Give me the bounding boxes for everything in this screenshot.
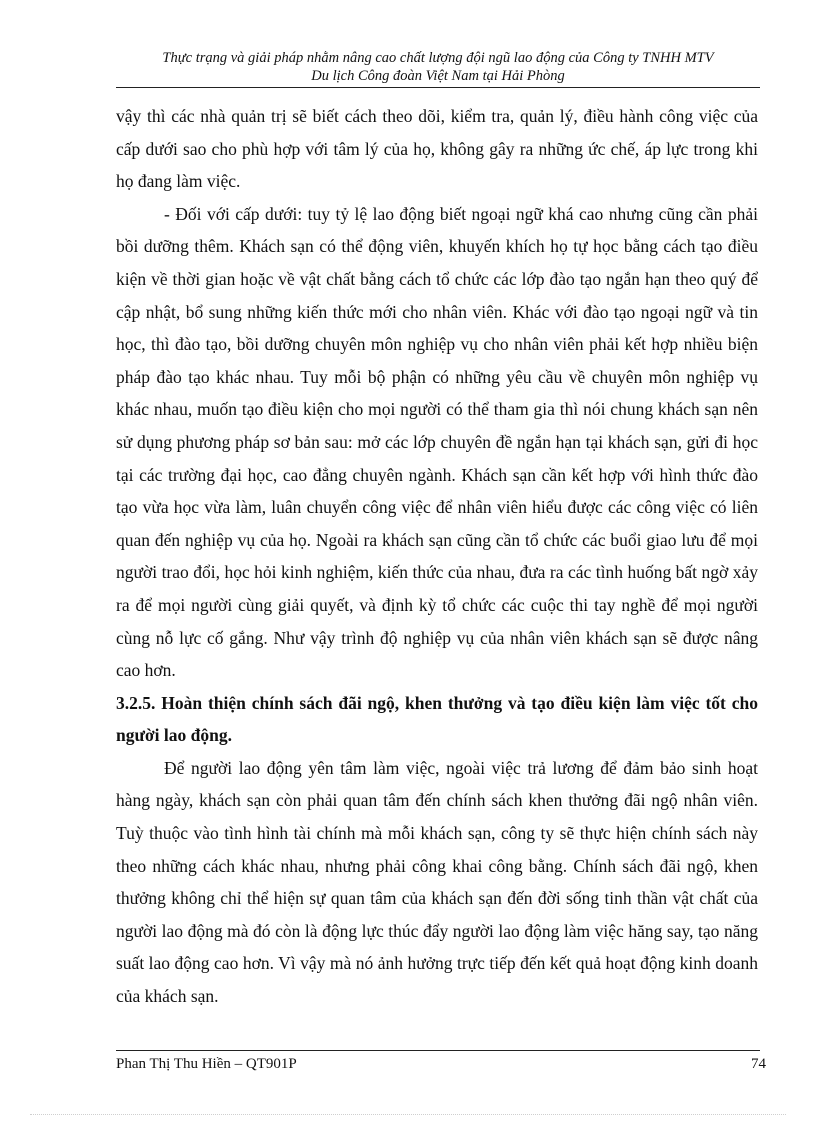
- header-line-2: Du lịch Công đoàn Việt Nam tại Hải Phòng: [311, 68, 565, 84]
- footer-author: Phan Thị Thu Hiền – QT901P: [116, 1056, 297, 1072]
- header-rule: [116, 87, 760, 88]
- running-header: [116, 49, 760, 85]
- paragraph-compensation: Để người lao động yên tâm làm việc, ngoài việc trả lương để đảm bảo sinh hoạt hàng ngày, khách sạn còn phải quan tâm đến chính sách khen thưởng đãi ngộ nhân viên. Tuỳ thuộc vào tình hình tài chính mà mỗi khách sạn, công ty sẽ thực hiện chính sách này theo những cách khác nhau, nhưng phải công khai công bằng. Chính sách đãi ngộ, khen thưởng không chỉ thể hiện sự quan tâm của khách sạn đến đời sống tinh thần vật chất của người lao động mà đó còn là động lực thúc đẩy người lao động làm việc hăng say, tạo năng suất lao động cao hơn. Vì vậy mà nó ảnh hưởng trực tiếp đến kết quả hoạt động kinh doanh của khách sạn.: [116, 757, 758, 1007]
- paragraph-continued: vậy thì các nhà quản trị sẽ biết cách theo dõi, kiểm tra, quản lý, điều hành công việc của cấp dưới sao cho phù hợp với tâm lý của họ, không gây ra những ức chế, áp lực trong khi họ đang làm việc.: [116, 106, 758, 192]
- footer-rule: [116, 1050, 760, 1051]
- body-text: [116, 100, 758, 1013]
- header-line-1: Thực trạng và giải pháp nhằm nâng cao chất lượng đội ngũ lao động của Công ty TNHH MTV: [162, 50, 714, 66]
- page-number: 74: [751, 1056, 766, 1072]
- section-heading: 3.2.5. Hoàn thiện chính sách đãi ngộ, khen thưởng và tạo điều kiện làm việc tốt cho người lao động.: [116, 692, 758, 746]
- paragraph-subordinates: - Đối với cấp dưới: tuy tỷ lệ lao động biết ngoại ngữ khá cao nhưng cũng cần phải bồi dưỡng thêm. Khách sạn có thể động viên, khuyến khích họ tự học bằng cách tạo điều kiện về thời gian hoặc về vật chất bằng cách tổ chức các lớp đào tạo ngắn hạn theo quý để cập nhật, bổ sung những kiến thức mới cho nhân viên. Khác với đào tạo ngoại ngữ và tin học, thì đào tạo, bồi dưỡng chuyên môn nghiệp vụ cho nhân viên phải kết hợp nhiều biện pháp đào tạo khác nhau. Tuy mỗi bộ phận có những yêu cầu về chuyên môn nghiệp vụ khác nhau, muốn tạo điều kiện cho mọi người có thể tham gia thì nói chung khách sạn nên sử dụng phương pháp sơ bản sau: mở các lớp chuyên đề ngắn hạn tại khách sạn, gửi đi học tại các trường đại học, cao đẳng chuyên ngành. Khách sạn cần kết hợp với hình thức đào tạo vừa học vừa làm, luân chuyển công việc để nhân viên hiểu được các công việc có liên quan đến nghiệp vụ của họ. Ngoài ra khách sạn cũng cần tổ chức các buổi giao lưu để mọi người trao đổi, học hỏi kinh nghiệm, kiến thức của nhau, đưa ra các tình huống bất ngờ xảy ra để mọi người cùng giải quyết, và định kỳ tổ chức các cuộc thi tay nghề để mọi người cùng nỗ lực cố gắng. Như vậy trình độ nghiệp vụ của nhân viên khách sạn sẽ được nâng cao hơn.: [116, 203, 758, 681]
- page-bottom-edge: [30, 1114, 786, 1115]
